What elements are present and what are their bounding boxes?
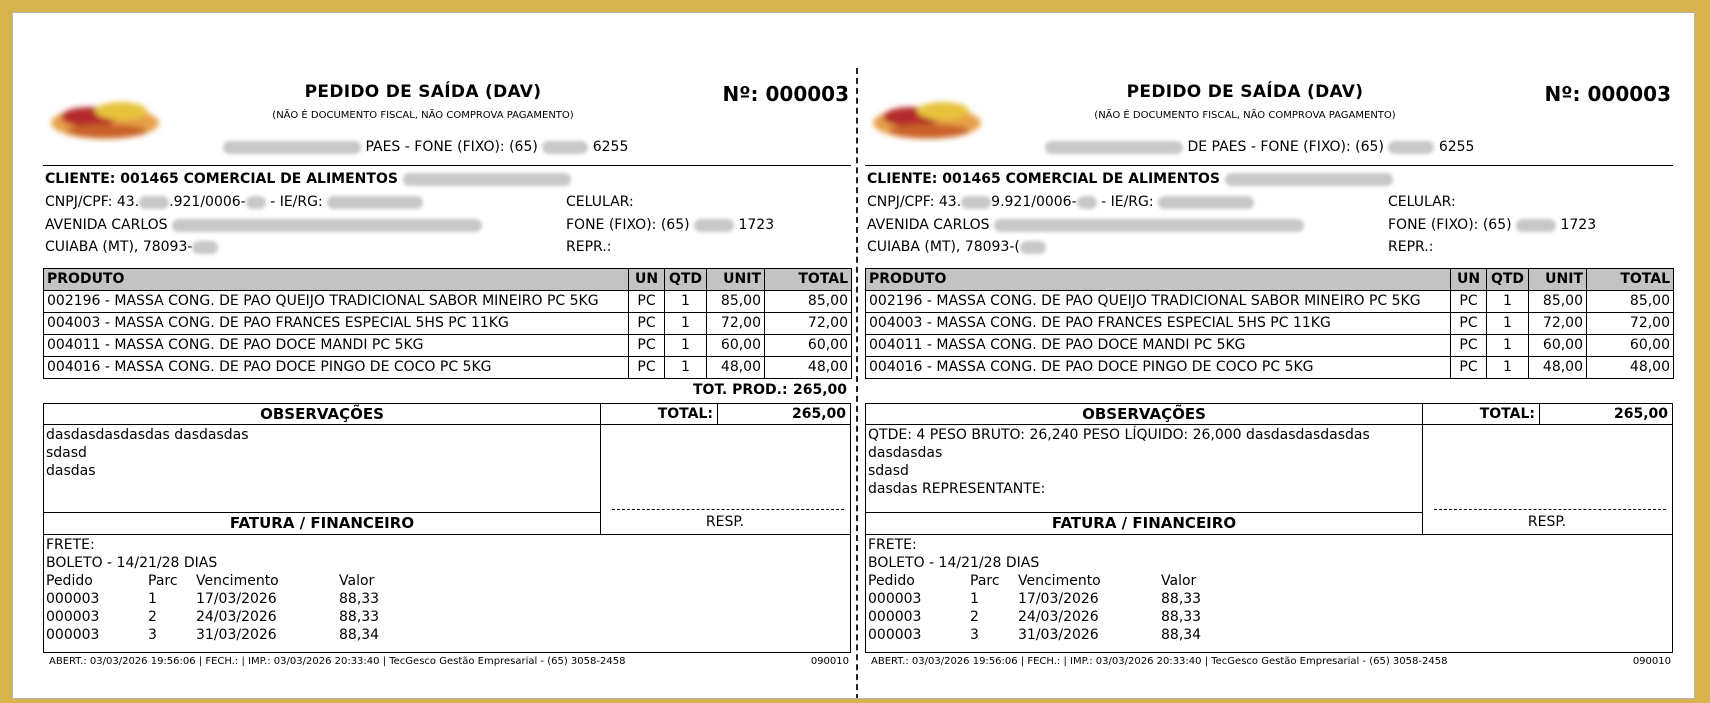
redacted-area	[139, 196, 169, 209]
client-address-text: AVENIDA CARLOS	[45, 217, 168, 233]
inst-col-pedido: Pedido	[868, 573, 915, 589]
cell-produto: 004003 - MASSA CONG. DE PAO FRANCES ESPECIAL 5HS PC 11KG	[44, 313, 629, 335]
obs-text	[868, 426, 1418, 498]
cell-qtd: 1	[665, 335, 707, 357]
client-repr: REPR.:	[1388, 239, 1434, 255]
obs-financial-box	[43, 403, 851, 653]
redacted-area	[403, 173, 571, 186]
cell-unit: 85,00	[1529, 291, 1587, 313]
inst-col-valor: Valor	[1161, 573, 1197, 589]
table-row	[866, 291, 1674, 313]
footer-text: ABERT.: 03/03/2026 19:56:06 | FECH.: | IMP.: 03/03/2026 20:33:40 | TecGesco Gestão Empresarial - (65) 3058-2458	[871, 656, 1448, 667]
cell-un: PC	[1451, 291, 1487, 313]
client-doc-prefix: CNPJ/CPF: 43.	[45, 194, 140, 210]
cell-produto: 004016 - MASSA CONG. DE PAO DOCE PINGO DE COCO PC 5KG	[44, 357, 629, 379]
cell-un: PC	[1451, 335, 1487, 357]
cell-unit: 60,00	[707, 335, 765, 357]
client-doc-mid: .921/0006-	[169, 194, 246, 210]
products-table	[43, 268, 852, 379]
client-city	[45, 239, 218, 255]
redacted-area	[192, 241, 218, 254]
redacted-area	[542, 141, 588, 154]
footer-code: 090010	[810, 656, 849, 667]
col-header-un: UN	[1451, 269, 1487, 291]
inst-parc: 1	[970, 591, 979, 607]
total-value: 265,00	[1540, 404, 1672, 425]
client-name	[45, 171, 571, 187]
client-document	[45, 194, 423, 210]
cell-qtd: 1	[1487, 313, 1529, 335]
installment-row	[46, 626, 419, 644]
redacted-area	[994, 219, 1304, 232]
boleto-line: BOLETO - 14/21/28 DIAS	[868, 555, 1040, 571]
client-fone	[1388, 217, 1596, 233]
obs-line: dasdasdasdasdas dasdasdas	[46, 427, 249, 443]
obs-title: OBSERVAÇÕES	[44, 404, 600, 425]
signature-line	[612, 509, 844, 510]
client-city-text: CUIABA (MT), 78093-(	[867, 239, 1020, 255]
inst-pedido: 000003	[46, 609, 100, 625]
client-repr: REPR.:	[566, 239, 612, 255]
document-footer	[871, 656, 1671, 667]
products-table	[865, 268, 1674, 379]
financial-section	[46, 536, 419, 644]
redacted-area	[1020, 241, 1046, 254]
client-city-text: CUIABA (MT), 78093-	[45, 239, 193, 255]
client-address	[867, 217, 1304, 233]
inst-valor: 88,33	[339, 591, 380, 607]
inst-parc: 2	[970, 609, 979, 625]
table-row	[866, 313, 1674, 335]
installments-header	[868, 572, 1241, 590]
table-row	[44, 335, 852, 357]
cell-qtd: 1	[665, 357, 707, 379]
inst-pedido: 000003	[868, 609, 922, 625]
inst-vencimento: 24/03/2026	[1018, 609, 1099, 625]
inst-col-parc: Parc	[970, 573, 1000, 589]
client-address	[45, 217, 482, 233]
client-doc-prefix: CNPJ/CPF: 43.	[867, 194, 962, 210]
cell-total: 85,00	[1587, 291, 1674, 313]
divider	[865, 165, 1673, 166]
inst-vencimento: 31/03/2026	[196, 627, 277, 643]
document-title: PEDIDO DE SAÍDA (DAV)	[1126, 82, 1364, 102]
redacted-area	[1516, 219, 1556, 232]
boleto-line: BOLETO - 14/21/28 DIAS	[46, 555, 218, 571]
inst-col-vencimento: Vencimento	[196, 573, 279, 589]
client-fone-label: FONE (FIXO): (65)	[1388, 217, 1512, 233]
client-document	[867, 194, 1254, 210]
footer-code: 090010	[1632, 656, 1671, 667]
cell-un: PC	[629, 313, 665, 335]
obs-line: QTDE: 4 PESO BRUTO: 26,240 PESO LÍQUIDO: 26,000 dasdasdasdasdas	[868, 427, 1370, 443]
obs-line: sdasd	[868, 463, 909, 479]
cell-qtd: 1	[665, 313, 707, 335]
inst-parc: 1	[148, 591, 157, 607]
client-fone-label: FONE (FIXO): (65)	[566, 217, 690, 233]
installments-header	[46, 572, 419, 590]
cell-produto: 002196 - MASSA CONG. DE PAO QUEIJO TRADICIONAL SABOR MINEIRO PC 5KG	[44, 291, 629, 313]
cell-produto: 004016 - MASSA CONG. DE PAO DOCE PINGO DE COCO PC 5KG	[866, 357, 1451, 379]
resp-label: RESP.	[705, 514, 745, 530]
cell-qtd: 1	[665, 291, 707, 313]
redacted-area	[1045, 141, 1183, 154]
redacted-area	[961, 196, 991, 209]
products-header-row	[44, 269, 852, 291]
col-header-qtd: QTD	[665, 269, 707, 291]
obs-line: dasdasdas	[868, 445, 943, 461]
col-header-unit: UNIT	[707, 269, 765, 291]
cell-produto: 004003 - MASSA CONG. DE PAO FRANCES ESPECIAL 5HS PC 11KG	[866, 313, 1451, 335]
document-page	[12, 12, 1695, 699]
cell-total: 72,00	[765, 313, 852, 335]
fatura-title: FATURA / FINANCEIRO	[1051, 514, 1237, 532]
inst-valor: 88,33	[1161, 609, 1202, 625]
client-celular: CELULAR:	[566, 194, 634, 210]
obs-financial-box	[865, 403, 1673, 653]
installment-row	[868, 626, 1241, 644]
cell-unit: 72,00	[1529, 313, 1587, 335]
inst-valor: 88,33	[1161, 591, 1202, 607]
col-header-un: UN	[629, 269, 665, 291]
installment-row	[46, 608, 419, 626]
inst-valor: 88,33	[339, 609, 380, 625]
financial-section	[868, 536, 1241, 644]
cell-unit: 48,00	[1529, 357, 1587, 379]
col-header-total: TOTAL	[765, 269, 852, 291]
cell-produto: 004011 - MASSA CONG. DE PAO DOCE MANDI PC 5KG	[44, 335, 629, 357]
inst-parc: 2	[148, 609, 157, 625]
obs-line: sdasd	[46, 445, 87, 461]
inst-valor: 88,34	[339, 627, 380, 643]
col-header-produto: PRODUTO	[44, 269, 629, 291]
cell-unit: 48,00	[707, 357, 765, 379]
cell-un: PC	[1451, 357, 1487, 379]
obs-title: OBSERVAÇÕES	[866, 404, 1422, 425]
client-name-text: CLIENTE: 001465 COMERCIAL DE ALIMENTOS	[45, 171, 398, 187]
cell-total: 60,00	[1587, 335, 1674, 357]
company-info	[1045, 139, 1475, 155]
order-number: Nº: 000003	[1544, 82, 1671, 106]
inst-valor: 88,34	[1161, 627, 1202, 643]
redacted-area	[223, 141, 361, 154]
cell-unit: 72,00	[707, 313, 765, 335]
inst-vencimento: 31/03/2026	[1018, 627, 1099, 643]
footer-text: ABERT.: 03/03/2026 19:56:06 | FECH.: | IMP.: 03/03/2026 20:33:40 | TecGesco Gestão Empresarial - (65) 3058-2458	[49, 656, 626, 667]
company-phone-end: 6255	[592, 139, 629, 155]
col-header-total: TOTAL	[1587, 269, 1674, 291]
redacted-area	[246, 196, 266, 209]
dav-copy-left	[43, 13, 851, 699]
installment-row	[46, 590, 419, 608]
signature-line	[1434, 509, 1666, 510]
cell-un: PC	[629, 357, 665, 379]
cell-un: PC	[1451, 313, 1487, 335]
inst-vencimento: 17/03/2026	[1018, 591, 1099, 607]
redacted-area	[694, 219, 734, 232]
company-logo-icon	[869, 87, 987, 149]
total-label: TOTAL:	[600, 404, 718, 425]
redacted-area	[1158, 196, 1254, 209]
document-subtitle: (NÃO É DOCUMENTO FISCAL, NÃO COMPROVA PAGAMENTO)	[1094, 110, 1396, 121]
company-line: PAES - FONE (FIXO): (65)	[365, 139, 538, 155]
cell-qtd: 1	[1487, 335, 1529, 357]
client-doc-ie: - IE/RG:	[270, 194, 323, 210]
client-celular: CELULAR:	[1388, 194, 1456, 210]
document-subtitle: (NÃO É DOCUMENTO FISCAL, NÃO COMPROVA PAGAMENTO)	[272, 110, 574, 121]
redacted-area	[172, 219, 482, 232]
redacted-area	[327, 196, 423, 209]
installment-row	[868, 590, 1241, 608]
cell-total: 48,00	[1587, 357, 1674, 379]
installment-row	[868, 608, 1241, 626]
client-fone	[566, 217, 774, 233]
inst-col-pedido: Pedido	[46, 573, 93, 589]
inst-col-vencimento: Vencimento	[1018, 573, 1101, 589]
document-footer	[49, 656, 849, 667]
inst-pedido: 000003	[46, 627, 100, 643]
products-header-row	[866, 269, 1674, 291]
company-phone-end: 6255	[1438, 139, 1475, 155]
client-doc-mid: 9.921/0006-	[991, 194, 1077, 210]
frete-line: FRETE:	[46, 537, 95, 553]
client-doc-ie: - IE/RG:	[1101, 194, 1154, 210]
client-city	[867, 239, 1046, 255]
total-value: 265,00	[718, 404, 850, 425]
total-label: TOTAL:	[1422, 404, 1540, 425]
divider	[43, 165, 851, 166]
client-address-text: AVENIDA CARLOS	[867, 217, 990, 233]
inst-vencimento: 17/03/2026	[196, 591, 277, 607]
cell-total: 48,00	[765, 357, 852, 379]
order-number: Nº: 000003	[722, 82, 849, 106]
obs-line: dasdas REPRESENTANTE:	[868, 481, 1046, 497]
client-fone-end: 1723	[1560, 217, 1597, 233]
col-header-unit: UNIT	[1529, 269, 1587, 291]
inst-vencimento: 24/03/2026	[196, 609, 277, 625]
client-fone-end: 1723	[738, 217, 775, 233]
table-row	[866, 335, 1674, 357]
cell-produto: 004011 - MASSA CONG. DE PAO DOCE MANDI PC 5KG	[866, 335, 1451, 357]
cell-un: PC	[629, 291, 665, 313]
cell-total: 60,00	[765, 335, 852, 357]
inst-parc: 3	[970, 627, 979, 643]
cut-line	[856, 68, 858, 699]
cell-total: 85,00	[765, 291, 852, 313]
divider	[44, 534, 850, 535]
cell-un: PC	[629, 335, 665, 357]
cell-unit: 85,00	[707, 291, 765, 313]
table-row	[44, 291, 852, 313]
cell-produto: 002196 - MASSA CONG. DE PAO QUEIJO TRADICIONAL SABOR MINEIRO PC 5KG	[866, 291, 1451, 313]
inst-col-valor: Valor	[339, 573, 375, 589]
col-header-produto: PRODUTO	[866, 269, 1451, 291]
tot-prod-label: TOT. PROD.:	[693, 382, 788, 398]
resp-label: RESP.	[1527, 514, 1567, 530]
company-line: DE PAES - FONE (FIXO): (65)	[1187, 139, 1384, 155]
obs-text	[46, 426, 596, 480]
inst-pedido: 000003	[868, 627, 922, 643]
client-name-text: CLIENTE: 001465 COMERCIAL DE ALIMENTOS	[867, 171, 1220, 187]
cell-qtd: 1	[1487, 357, 1529, 379]
client-name	[867, 171, 1393, 187]
company-logo-icon	[47, 87, 165, 149]
cell-qtd: 1	[1487, 291, 1529, 313]
inst-parc: 3	[148, 627, 157, 643]
obs-line: dasdas	[46, 463, 96, 479]
col-header-qtd: QTD	[1487, 269, 1529, 291]
frete-line: FRETE:	[868, 537, 917, 553]
table-row	[44, 357, 852, 379]
table-row	[44, 313, 852, 335]
inst-pedido: 000003	[46, 591, 100, 607]
dav-copy-right	[865, 13, 1673, 699]
fatura-title: FATURA / FINANCEIRO	[229, 514, 415, 532]
table-row	[866, 357, 1674, 379]
inst-pedido: 000003	[868, 591, 922, 607]
inst-col-parc: Parc	[148, 573, 178, 589]
redacted-area	[1225, 173, 1393, 186]
tot-prod-value: 265,00	[792, 382, 847, 398]
cell-unit: 60,00	[1529, 335, 1587, 357]
divider	[866, 534, 1672, 535]
cell-total: 72,00	[1587, 313, 1674, 335]
company-info	[223, 139, 629, 155]
redacted-area	[1077, 196, 1097, 209]
document-title: PEDIDO DE SAÍDA (DAV)	[304, 82, 542, 102]
redacted-area	[1388, 141, 1434, 154]
